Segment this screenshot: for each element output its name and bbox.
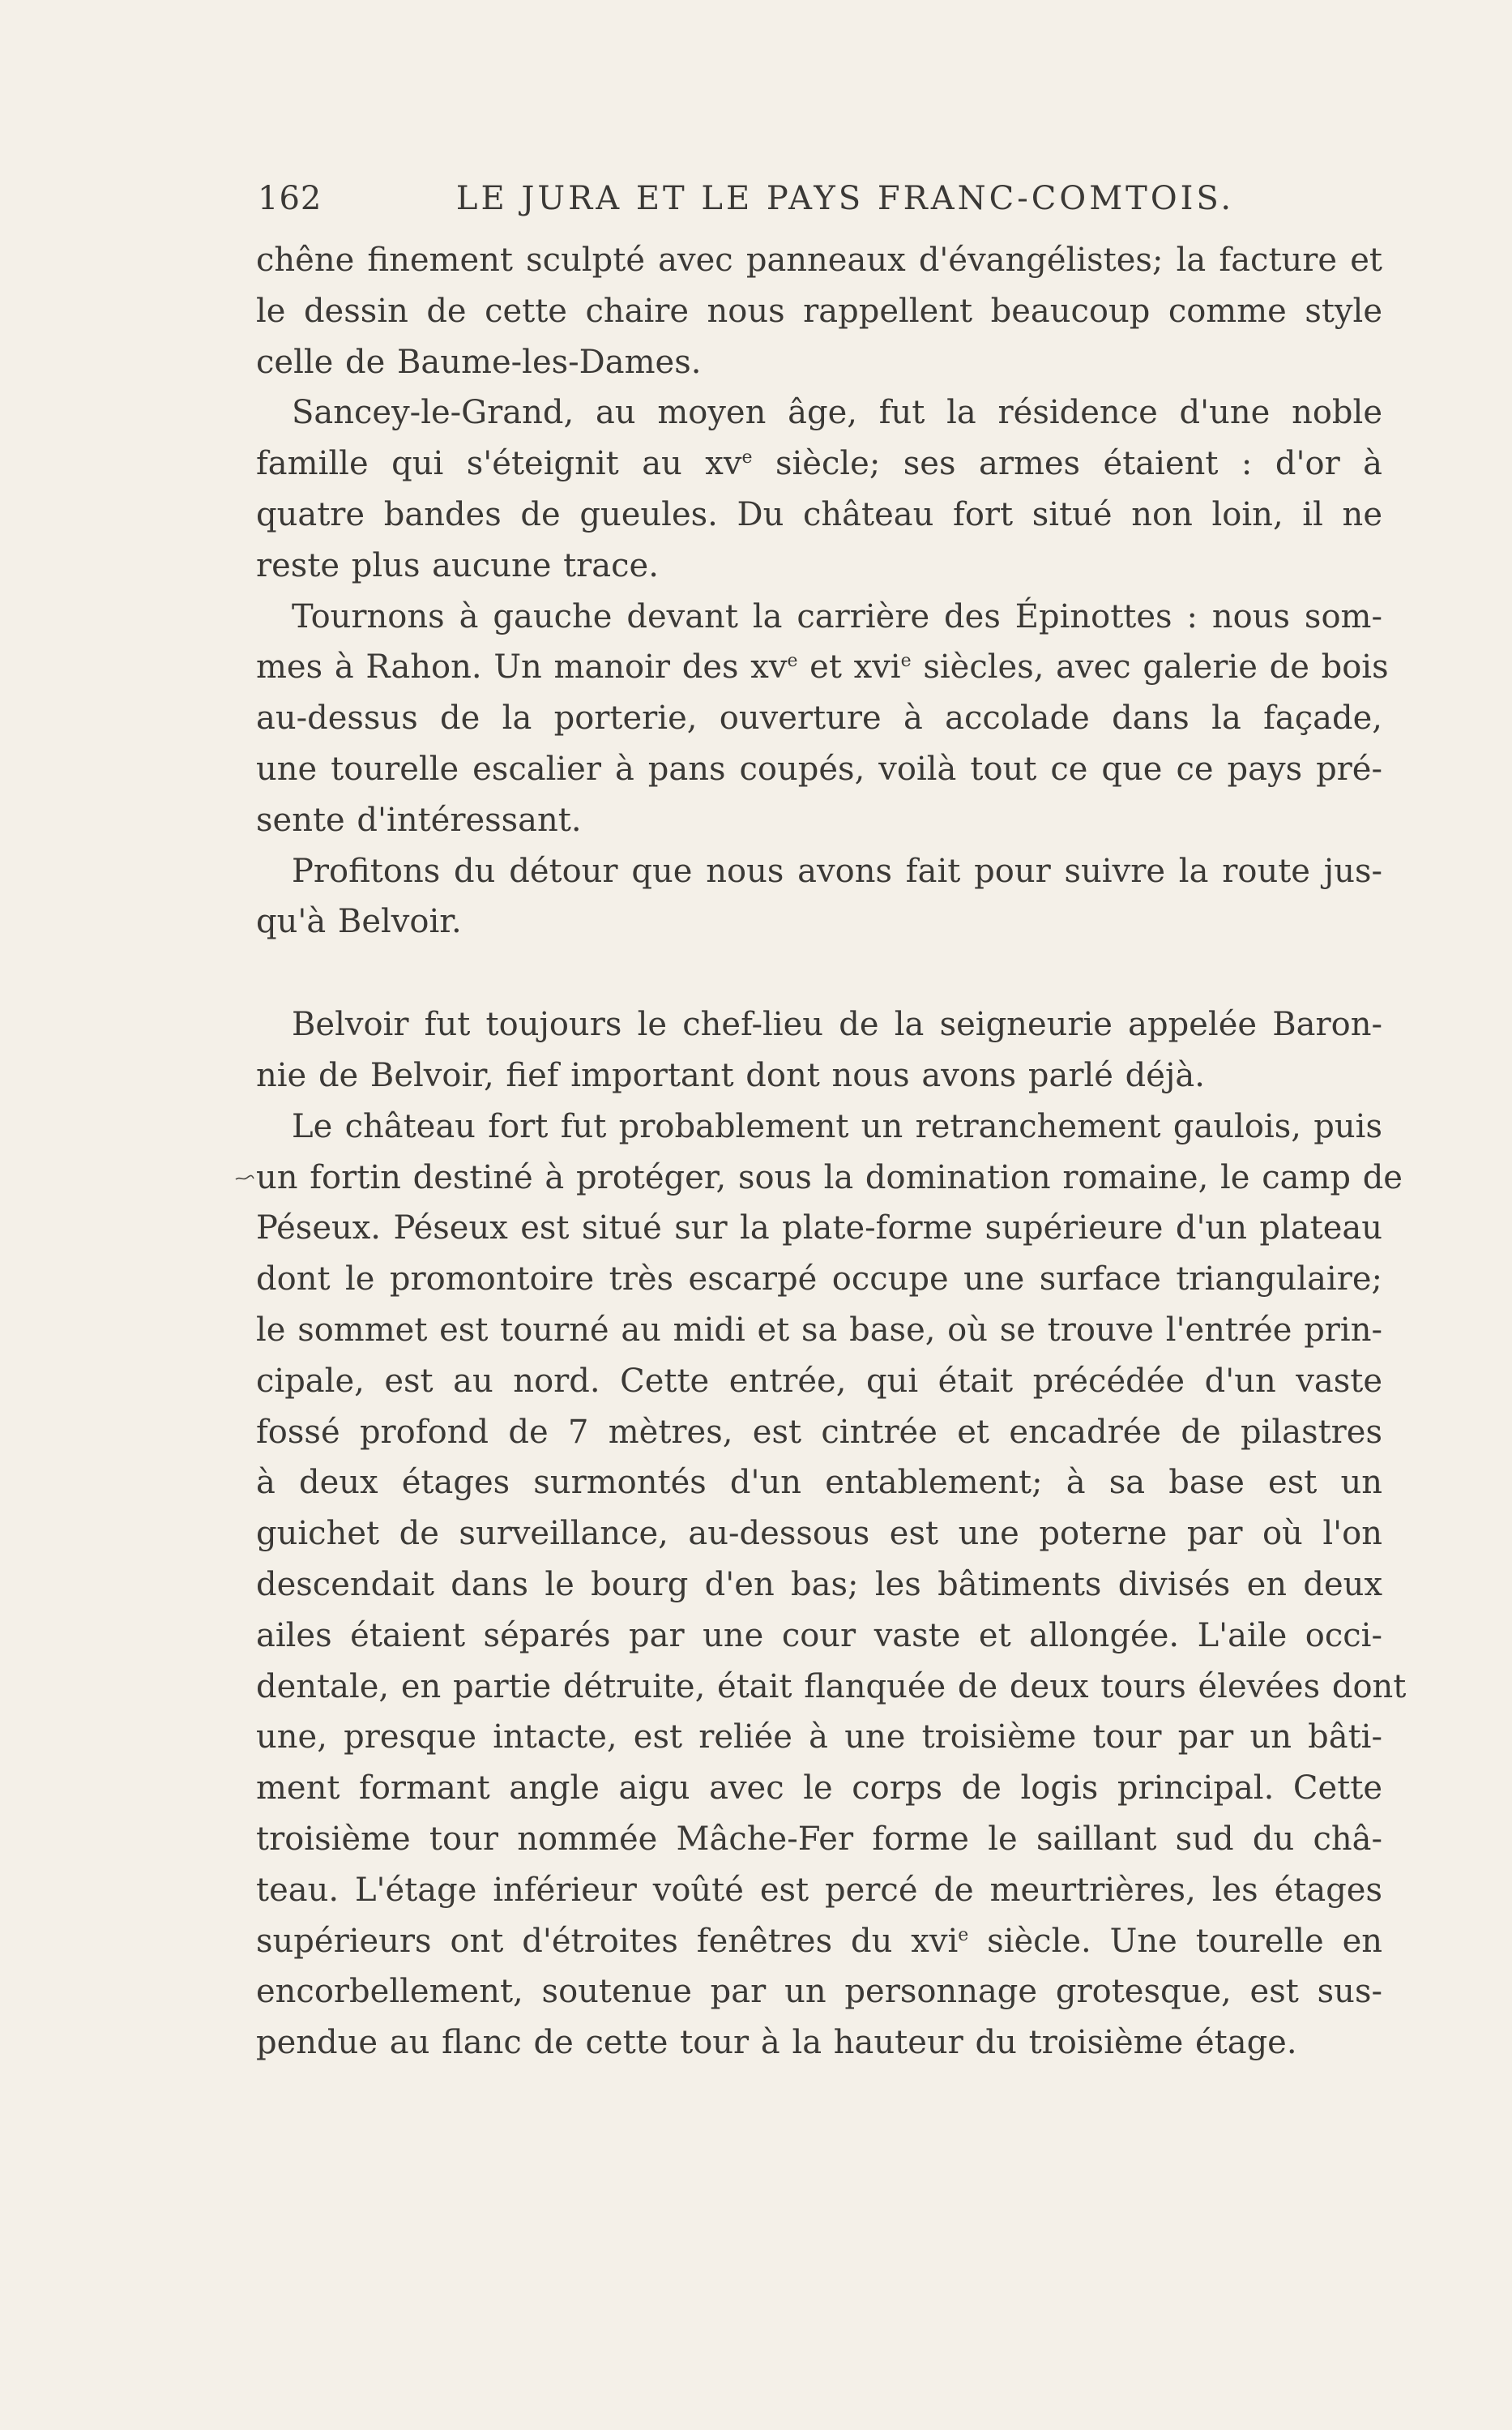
text-line: Sancey-le-Grand, au moyen âge, fut la résidence d'une noble: [292, 394, 1382, 432]
text-line: troisième tour nommée Mâche-Fer forme le saillant sud du châ-: [256, 1820, 1382, 1858]
text-line: famille qui s'éteignit au $xv^e$ siècle; ses armes étaient : d'or à: [256, 445, 1383, 483]
text-line: au-dessus de la porterie, ouverture à accolade dans la façade,: [256, 699, 1382, 738]
text-line: un fortin destiné à protéger, sous la domination romaine, le camp de: [256, 1158, 1403, 1196]
text-line: dont le promontoire très escarpé occupe une surface triangulaire;: [256, 1260, 1382, 1298]
text-line: guichet de surveillance, au-dessous est une poterne par où l'on: [256, 1515, 1382, 1553]
paragraph: [256, 846, 1382, 948]
running-title: LE JURA ET LE PAYS FRANC-COMTOIS.: [455, 180, 1235, 217]
text-line: reste plus aucune trace.: [256, 546, 659, 584]
text-line: Le château fort fut probablement un retranchement gaulois, puis: [292, 1107, 1382, 1145]
text-line: sente d'intéressant.: [256, 801, 582, 839]
text-line: Profitons du détour que nous avons fait pour suivre la route jus-: [292, 852, 1382, 890]
text-line: nie de Belvoir, fief important dont nous avons parlé déjà.: [256, 1056, 1205, 1094]
superscript-e: e: [787, 651, 798, 672]
text-line: une, presque intacte, est reliée à une troisième tour par un bâti-: [256, 1718, 1382, 1756]
text-line: descendait dans le bourg d'en bas; les bâtiments divisés en deux: [256, 1565, 1382, 1603]
superscript-e: e: [958, 1924, 969, 1945]
superscript-e: e: [741, 447, 753, 468]
text-line: teau. L'étage inférieur voûté est percé de meurtrières, les étages: [256, 1871, 1382, 1909]
body-text: [256, 235, 1407, 2068]
running-head: [258, 180, 1400, 229]
paragraph: [256, 387, 1382, 591]
text-line: Belvoir fut toujours le chef-lieu de la seigneurie appelée Baron-: [292, 1006, 1382, 1044]
paragraph: [256, 235, 1382, 387]
text-line: supérieurs ont d'étroites fenêtres du xvi$^e$ siècle. Une tourelle en: [256, 1922, 1382, 1960]
paragraph: [256, 1102, 1407, 2068]
text-line: mes à Rahon. Un manoir des $xv^e$ et xvi$^e$ siècles, avec galerie de bois: [256, 648, 1389, 687]
text-line: Péseux. Péseux est situé sur la plate-forme supérieure d'un plateau: [256, 1209, 1382, 1247]
superscript-e: e: [900, 651, 912, 672]
margin-mark: [235, 1170, 254, 1178]
text-line: Tournons à gauche devant la carrière des Épinottes : nous som-: [292, 597, 1382, 635]
text-line: qu'à Belvoir.: [256, 903, 462, 941]
text-line: chêne finement sculpté avec panneaux d'évangélistes; la facture et: [256, 242, 1382, 279]
page-number: 162: [258, 180, 322, 217]
text-line: une tourelle escalier à pans coupés, voilà tout ce que ce pays pré-: [256, 750, 1382, 788]
text-line: à deux étages surmontés d'un entablement; à sa base est un: [256, 1464, 1382, 1502]
text-line: le sommet est tourné au midi et sa base, où se trouve l'entrée prin-: [256, 1311, 1382, 1349]
text-line: dentale, en partie détruite, était flanquée de deux tours élevées dont: [256, 1667, 1407, 1705]
text-line: encorbellement, soutenue par un personnage grotesque, est sus-: [256, 1973, 1382, 2011]
text-line: quatre bandes de gueules. Du château fort situé non loin, il ne: [256, 495, 1382, 533]
paragraph: [256, 592, 1389, 846]
text-line: ment formant angle aigu avec le corps de logis principal. Cette: [256, 1769, 1382, 1808]
text-line: cipale, est au nord. Cette entrée, qui était précédée d'un vaste: [256, 1362, 1382, 1400]
text-line: le dessin de cette chaire nous rappellent beaucoup comme style: [256, 292, 1382, 330]
paragraph: [256, 999, 1382, 1102]
text-line: pendue au flanc de cette tour à la hauteur du troisième étage.: [256, 2024, 1297, 2062]
text-line: ailes étaient séparés par une cour vaste et allongée. L'aile occi-: [256, 1616, 1382, 1654]
text-line: fossé profond de 7 mètres, est cintrée et encadrée de pilastres: [256, 1413, 1382, 1451]
section-gap: [256, 948, 1382, 999]
text-line: celle de Baume-les-Dames.: [256, 343, 702, 381]
